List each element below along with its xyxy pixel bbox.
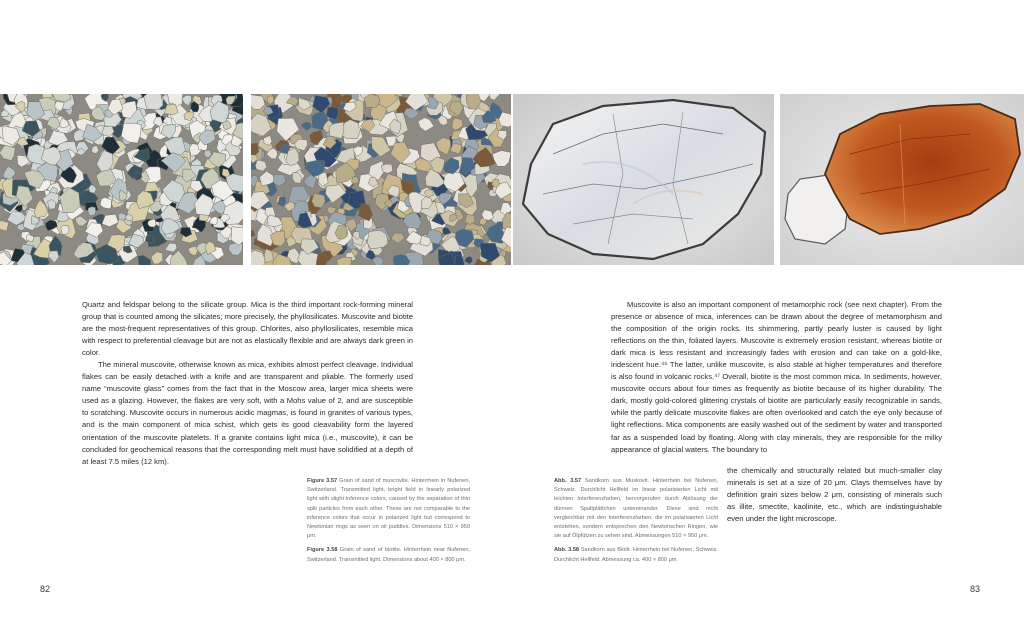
left-paragraph-2: The mineral muscovite, otherwise known as mica, exhibits almost perfect cleavage. Individual flakes can be easily detached with a knife and are transparent and pliable. The formerly used name “muscovite glass” comes from the fact that in the Moscow area, larger mica sheets were used as a glazing. However, the flakes are very soft, with a Mohs value of 2, and are susceptible to scratching. Muscovite occurs in numerous acidic magmas, is found in granites of various types, and is the main component of mica schist, which gets its good cleavability form the layered orientation of the muscovite platelets. If a granite contains light mica (i.e., muscovite), it can be concluded for geochemical reasons that the corresponding melt must have solidified at a depth of at least 7.5 miles (12 km). [82,360,413,466]
quartz-feldspar-sand-photo [0,94,243,265]
right-body-text-upper [611,299,942,456]
english-captions [307,477,470,570]
page-number-right: 83 [970,584,981,594]
page-number-left: 82 [40,584,51,594]
mixed-sand-photo [251,94,511,265]
caption-figure-3-58: Figure 3.58 Grain of sand of biotite. Hinterrhein near Nufenen, Switzerland. Transmitted light. Dimensions about 400 × 800 μm. [307,547,470,563]
right-paragraph-2: the chemically and structurally related but much-smaller clay minerals is set at a size of 20 μm. Clays themselves have by definition grain sizes below 2 μm, consisting of minerals such as illite, smectite, kaolinite, etc., which are indistinguishable even under the light microscope. [727,466,942,524]
caption-abb-3-58: Abb. 3.58 Sandkorn aus Biotit. Hinterrhein bei Nufenen, Schweiz. Durchlicht Hellfeld. Abmessung ca. 400 × 800 μm. [554,547,718,563]
caption-figure-3-57: Figure 3.57 Grain of sand of muscovite. Hinterrhein in Nufenen, Switzerland. Transmitted light, bright field in linearly polarized light with slight inference colors, caused by the separation of thin split particles from each other. These are not comparable to the inference colors that occur in polarized light but correspond to Newtonian rings as seen on oil puddles. Dimensions 510 × 950 μm. [307,478,470,540]
german-captions [554,477,718,570]
right-paragraph-1: Muscovite is also an important component of metamorphic rock (see next chapter). From the presence or absence of mica, inferences can be drawn about the degree of metamorphism and the composition of the origin rocks. Its shimmering, partly pearly luster is caused by light reflections on the thin, foliated layers. Muscovite is extremely erosion resistant, whereas biotite or dark mica is less resistant and increasingly fades with erosion and can take on a gold-like, iridescent hue.⁴⁶ The latter, unlike muscovite, is also stable at higher temperatures and therefore is also found in volcanic rocks.⁴⁷ Overall, biotite is the most common mica. In sediments, however, muscovite occurs about four times as frequently as biotite because of its higher durability. The dark, mostly gold-colored glittering crystals of biotite are particularly easily recognizable in sands, while the partly delicate muscovite flakes are often overlooked and catch the eye only because of light reflections. Mica components are easily washed out of the sediment by water and transported far as a suspended load by floating. Along with clay minerals, they are responsible for the milky appearance of glacial waters. The boundary to [611,300,942,454]
caption-abb-3-57: Abb. 3.57 Sandkorn aus Muskovit. Hinterrhein bei Nufenen, Schweiz. Durchlicht Hellfeld im linear polarisierten Licht mit leichten Interferenzfarben, hervorgerufen durch Ablösung der dünnen Spaltplättchen untereinander. Diese sind nicht vergleichbar mit den Interferenzfarben, die im polarisierten Licht entstehen, sondern entsprechen den Newtonschen Ringen, wie sie auf Ölpfützen zu sehen sind. Abmessungen 510 × 950 μm. [554,478,718,540]
muscovite-grain-photo [513,94,774,265]
right-body-text-lower [727,465,942,525]
left-body-text [82,299,413,468]
left-paragraph-1: Quartz and feldspar belong to the silicate group. Mica is the third important rock-forming mineral group that is counted among the silicates; more precisely, the phyllosilicates. Muscovite and biotite are the most-frequent representatives of this group. Chlorites, also phyllosilicates, resemble mica with respect to preferential cleavage but are not as elastically flexible and are always dark green in color. [82,300,413,358]
biotite-grain-photo [780,94,1024,265]
